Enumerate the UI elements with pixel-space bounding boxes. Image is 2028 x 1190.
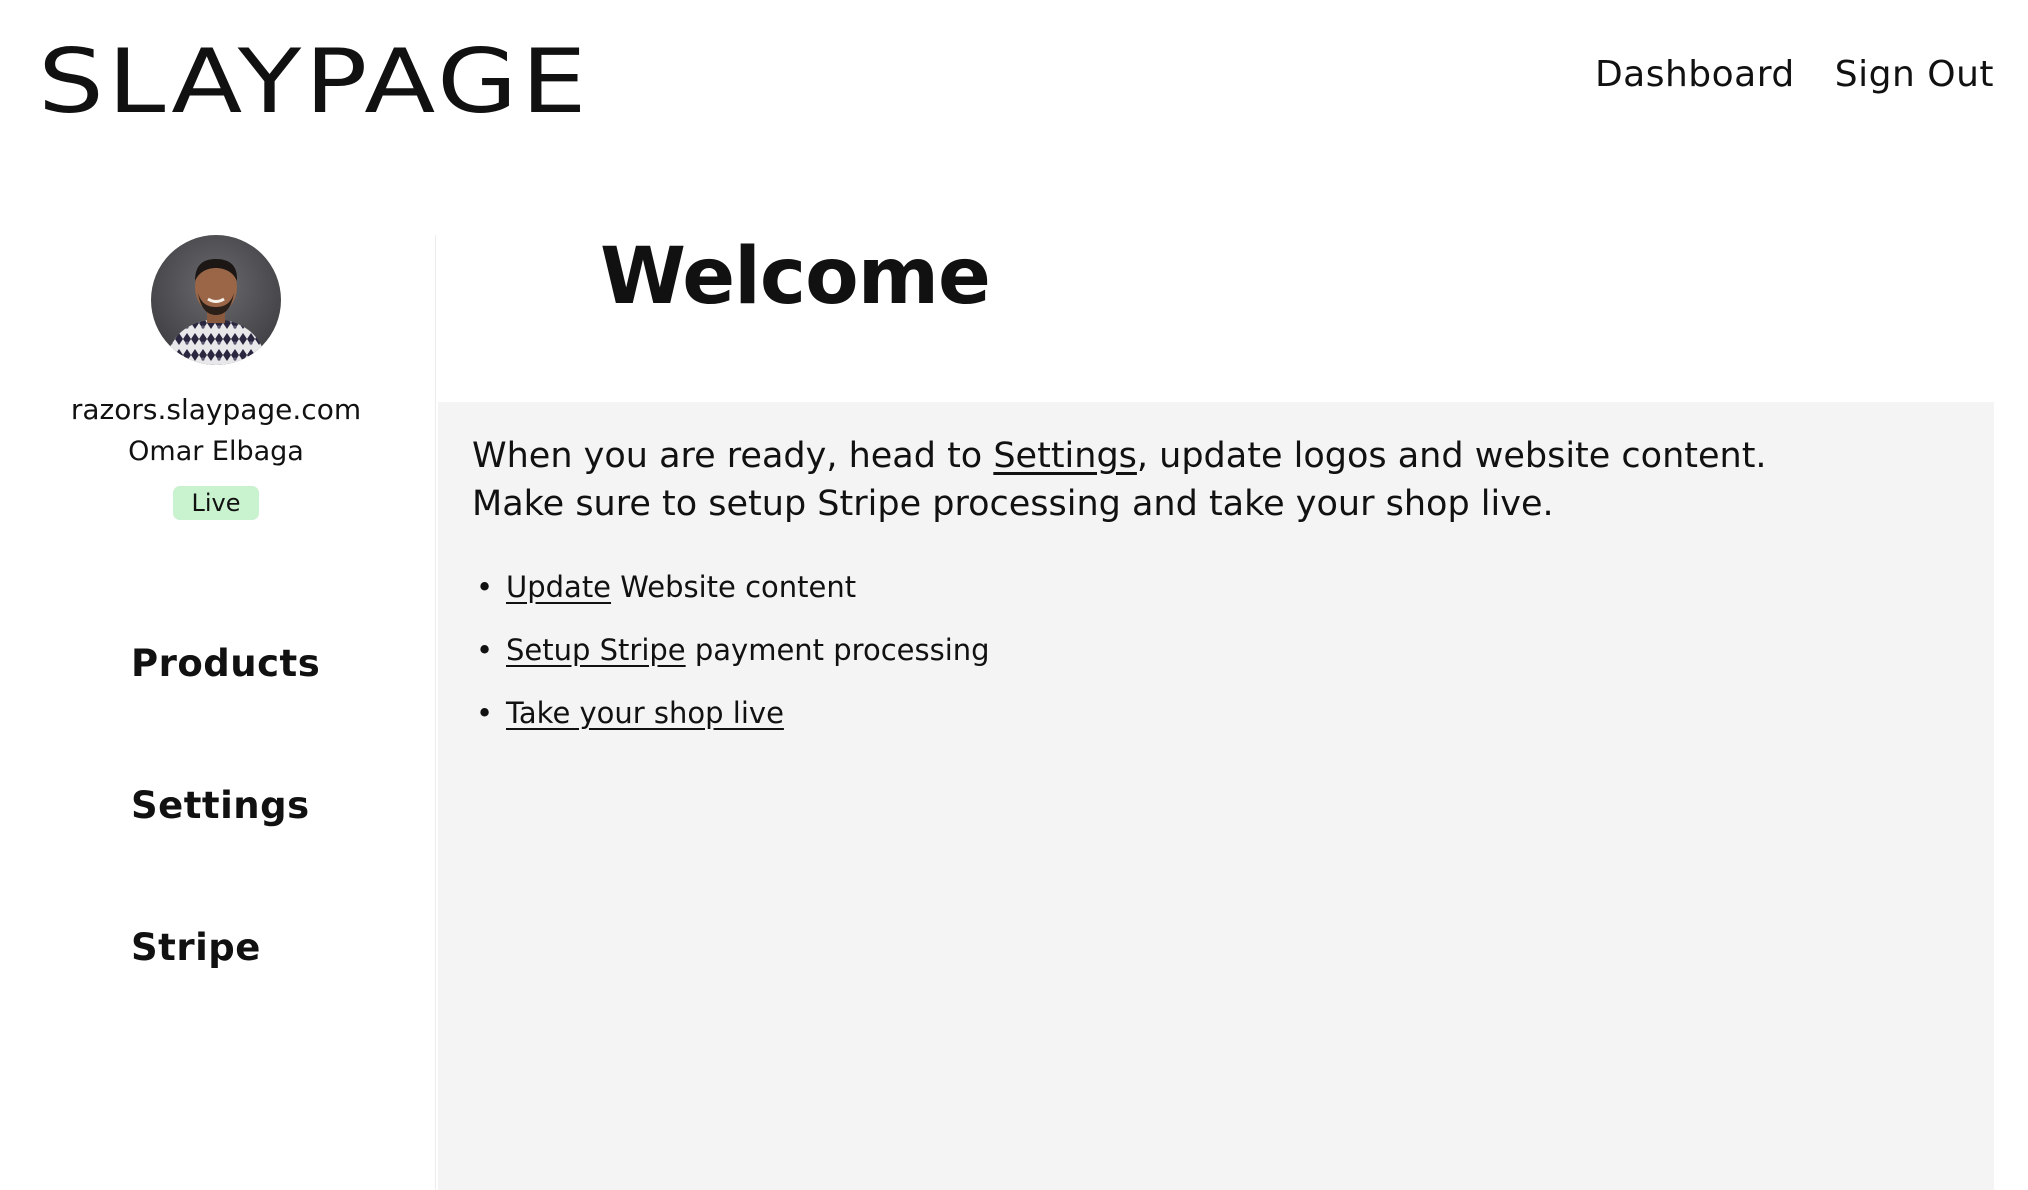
top-header (0, 0, 2028, 160)
intro-text (472, 432, 1972, 528)
sign-out-link[interactable]: Sign Out (1834, 54, 1994, 95)
avatar (151, 235, 281, 365)
sidebar (0, 235, 436, 1190)
update-link[interactable]: Update (506, 570, 612, 604)
intro-text-start: When you are ready, head to (472, 436, 994, 476)
bullet-icon: • (476, 696, 494, 730)
site-url[interactable]: razors.slaypage.com (70, 393, 362, 426)
status-badge: Live (173, 486, 259, 520)
bullet-icon: • (476, 633, 494, 667)
avatar-photo (151, 235, 281, 365)
intro-text-line2: Make sure to setup Stripe processing and take your shop live. (472, 484, 1554, 524)
brand-logo[interactable]: SLAYPAGE (38, 30, 591, 133)
task-text: Website content (611, 570, 857, 604)
intro-text-end: , update logos and website content. (1136, 436, 1767, 476)
sidebar-item-settings[interactable]: Settings (131, 784, 310, 827)
list-item (472, 570, 990, 633)
list-item (472, 696, 990, 759)
sidebar-item-stripe[interactable]: Stripe (131, 926, 261, 969)
page-title: Welcome (600, 232, 990, 322)
setup-stripe-link[interactable]: Setup Stripe (506, 633, 686, 667)
sidebar-item-products[interactable]: Products (131, 642, 321, 685)
list-item (472, 633, 990, 696)
owner-name: Omar Elbaga (128, 436, 304, 467)
bullet-icon: • (476, 570, 494, 604)
task-text: payment processing (685, 633, 990, 667)
settings-link[interactable]: Settings (993, 436, 1137, 476)
take-shop-live-link[interactable]: Take your shop live (506, 696, 784, 730)
top-nav (1595, 54, 1994, 95)
dashboard-link[interactable]: Dashboard (1594, 54, 1795, 95)
content-panel (438, 402, 1994, 1190)
task-list (472, 570, 990, 759)
